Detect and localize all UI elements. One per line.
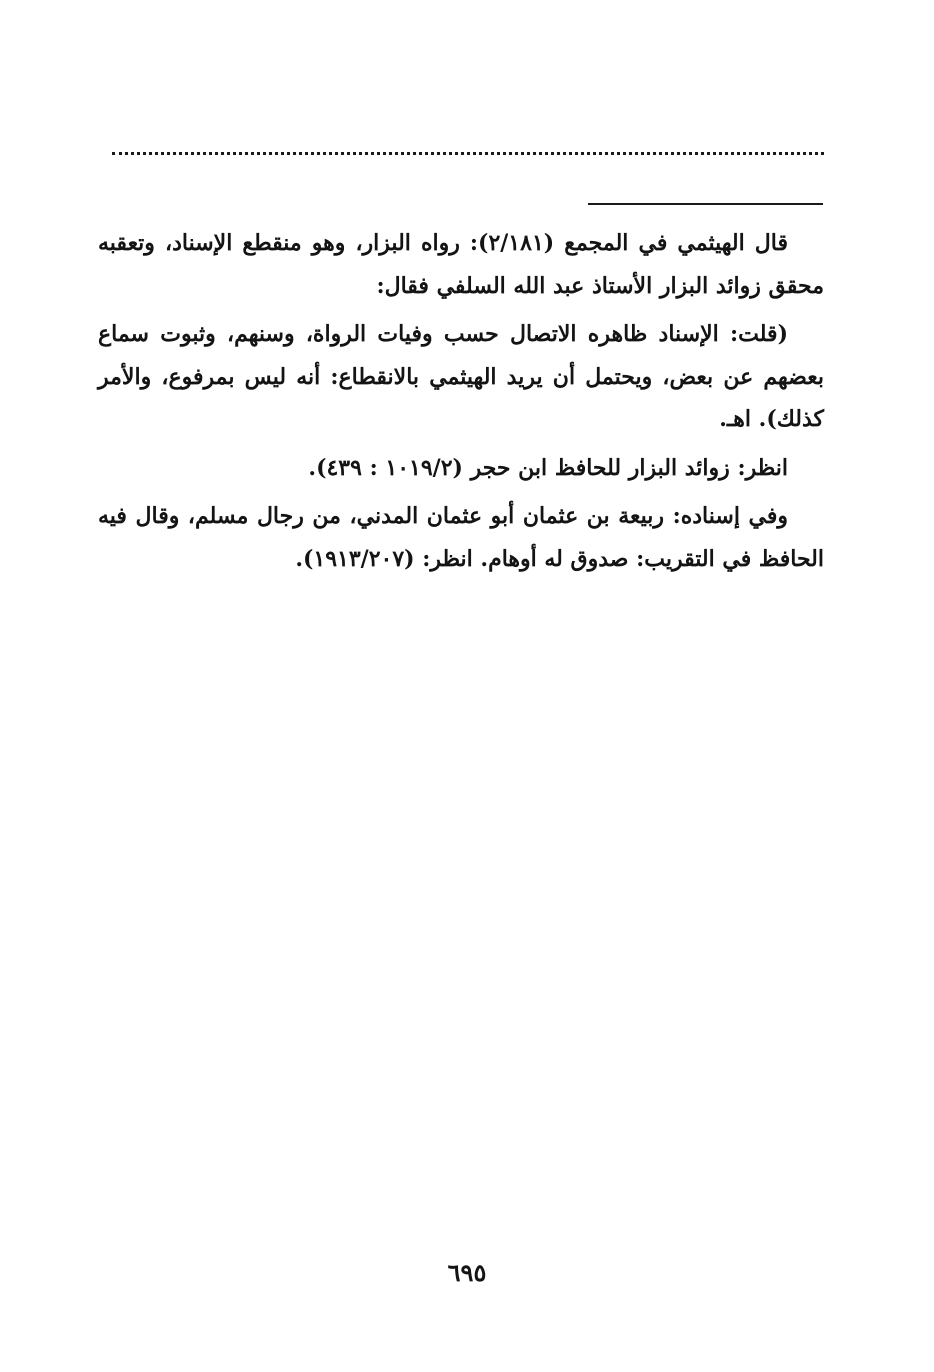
footnote-paragraph: قال الهيثمي في المجمع (٢/١٨١): رواه البزار، وهو منقطع الإسناد، وتعقبه محقق زوائد البزار الأستاذ عبد الله السلفي فقال:	[98, 230, 824, 299]
footnote-separator-line	[588, 203, 823, 205]
footnote-paragraph: انظر: زوائد البزار للحافظ ابن حجر (١٠١٩/٢ : ٤٣٩).	[308, 454, 788, 481]
dotted-separator	[112, 152, 824, 155]
footnote-text	[98, 222, 824, 580]
footnote-paragraph: وفي إسناده: ربيعة بن عثمان أبو عثمان المدني، من رجال مسلم، وقال فيه الحافظ في التقريب: صدوق له أوهام. انظر: (١٩١٣/٢٠٧).	[98, 503, 824, 572]
page-number: ٦٩٥	[447, 1258, 487, 1287]
footnote-paragraph: (قلت: الإسناد ظاهره الاتصال حسب وفيات الرواة، وسنهم، وثبوت سماع بعضهم عن بعض، ويحتمل أن يريد الهيثمي بالانقطاع: أنه ليس بمرفوع، والأمر كذلك). اهـ.	[98, 321, 824, 432]
